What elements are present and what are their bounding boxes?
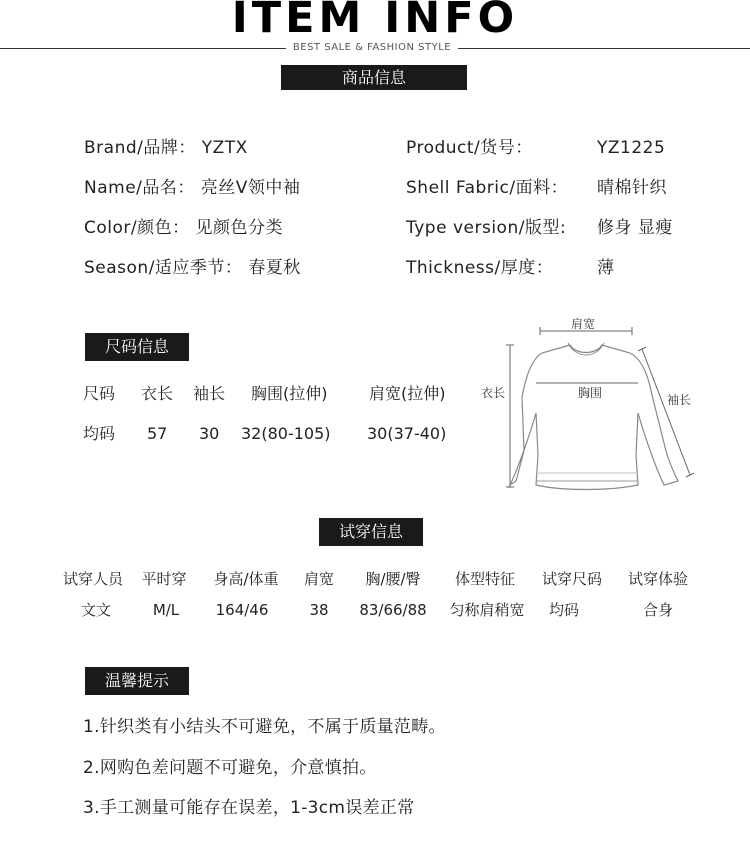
fit-header-bwh: 胸/腰/臀 — [365, 570, 421, 588]
shoulder-label: 肩宽 — [570, 317, 596, 331]
fit-header-body-type: 体型特征 — [454, 570, 515, 588]
type-value: 修身 显瘦 — [597, 218, 673, 238]
divider-right — [458, 48, 750, 49]
section-tag-size-info: 尺码信息 — [85, 333, 189, 361]
size-header-length: 衣长 — [141, 384, 174, 403]
page-title: ITEM INFO — [231, 0, 519, 43]
page-subtitle: BEST SALE & FASHION STYLE — [292, 42, 452, 53]
fit-value-experience: 合身 — [642, 601, 673, 619]
size-value-length: 57 — [147, 424, 168, 443]
fit-header-fit-size: 试穿尺码 — [541, 570, 602, 588]
fit-header-shoulder: 肩宽 — [303, 570, 334, 588]
length-label: 衣长 — [480, 386, 506, 400]
fit-value-person: 文文 — [80, 601, 111, 619]
size-value-chest: 32(80-105) — [241, 424, 331, 443]
tip-3: 3.手工测量可能存在误差，1-3cm误差正常 — [83, 798, 415, 818]
section-tag-tips: 温馨提示 — [85, 667, 189, 695]
section-tag-product-info: 商品信息 — [281, 65, 467, 90]
product-label: Product/货号： — [406, 138, 533, 158]
type-label: Type version/版型: — [406, 218, 567, 238]
brand-line: Brand/品牌： YZTX — [84, 138, 248, 158]
thickness-value: 薄 — [597, 258, 615, 278]
season-line: Season/适应季节： 春夏秋 — [84, 258, 301, 278]
fit-value-shoulder: 38 — [309, 601, 329, 619]
size-value-shoulder: 30(37-40) — [367, 424, 447, 443]
fabric-label: Shell Fabric/面料： — [406, 178, 569, 198]
fabric-value: 晴棉针织 — [597, 178, 667, 198]
name-line: Name/品名： 亮丝V领中袖 — [84, 178, 301, 198]
tip-1: 1.针织类有小结头不可避免，不属于质量范畴。 — [83, 717, 446, 737]
size-value-size: 均码 — [83, 424, 116, 443]
fit-value-fit-size: 均码 — [548, 601, 579, 619]
section-tag-fitting-info: 试穿信息 — [319, 518, 423, 546]
size-header-size: 尺码 — [83, 384, 116, 403]
fit-value-height-weight: 164/46 — [215, 601, 269, 619]
fit-header-experience: 试穿体验 — [627, 570, 688, 588]
product-value: YZ1225 — [597, 138, 666, 158]
size-header-shoulder: 肩宽(拉伸) — [369, 384, 446, 403]
size-value-sleeve: 30 — [199, 424, 220, 443]
color-line: Color/颜色： 见颜色分类 — [84, 218, 284, 238]
fit-value-body-type: 匀称肩稍宽 — [449, 601, 525, 619]
size-header-chest: 胸围(拉伸) — [251, 384, 328, 403]
chest-label: 胸围 — [577, 386, 603, 400]
divider-left — [0, 48, 286, 49]
fit-value-usual: M/L — [152, 601, 180, 619]
thickness-label: Thickness/厚度： — [406, 258, 554, 278]
fit-header-usual: 平时穿 — [141, 570, 187, 588]
sweater-outline — [510, 345, 678, 490]
sleeve-label: 袖长 — [666, 393, 692, 407]
size-header-sleeve: 袖长 — [193, 384, 226, 403]
sleeve-measure-line — [642, 349, 690, 475]
fit-header-person: 试穿人员 — [62, 570, 123, 588]
fit-header-height-weight: 身高/体重 — [213, 570, 279, 588]
size-diagram — [470, 305, 710, 505]
tip-2: 2.网购色差问题不可避免，介意慎拍。 — [83, 758, 377, 778]
fit-value-bwh: 83/66/88 — [359, 601, 427, 619]
